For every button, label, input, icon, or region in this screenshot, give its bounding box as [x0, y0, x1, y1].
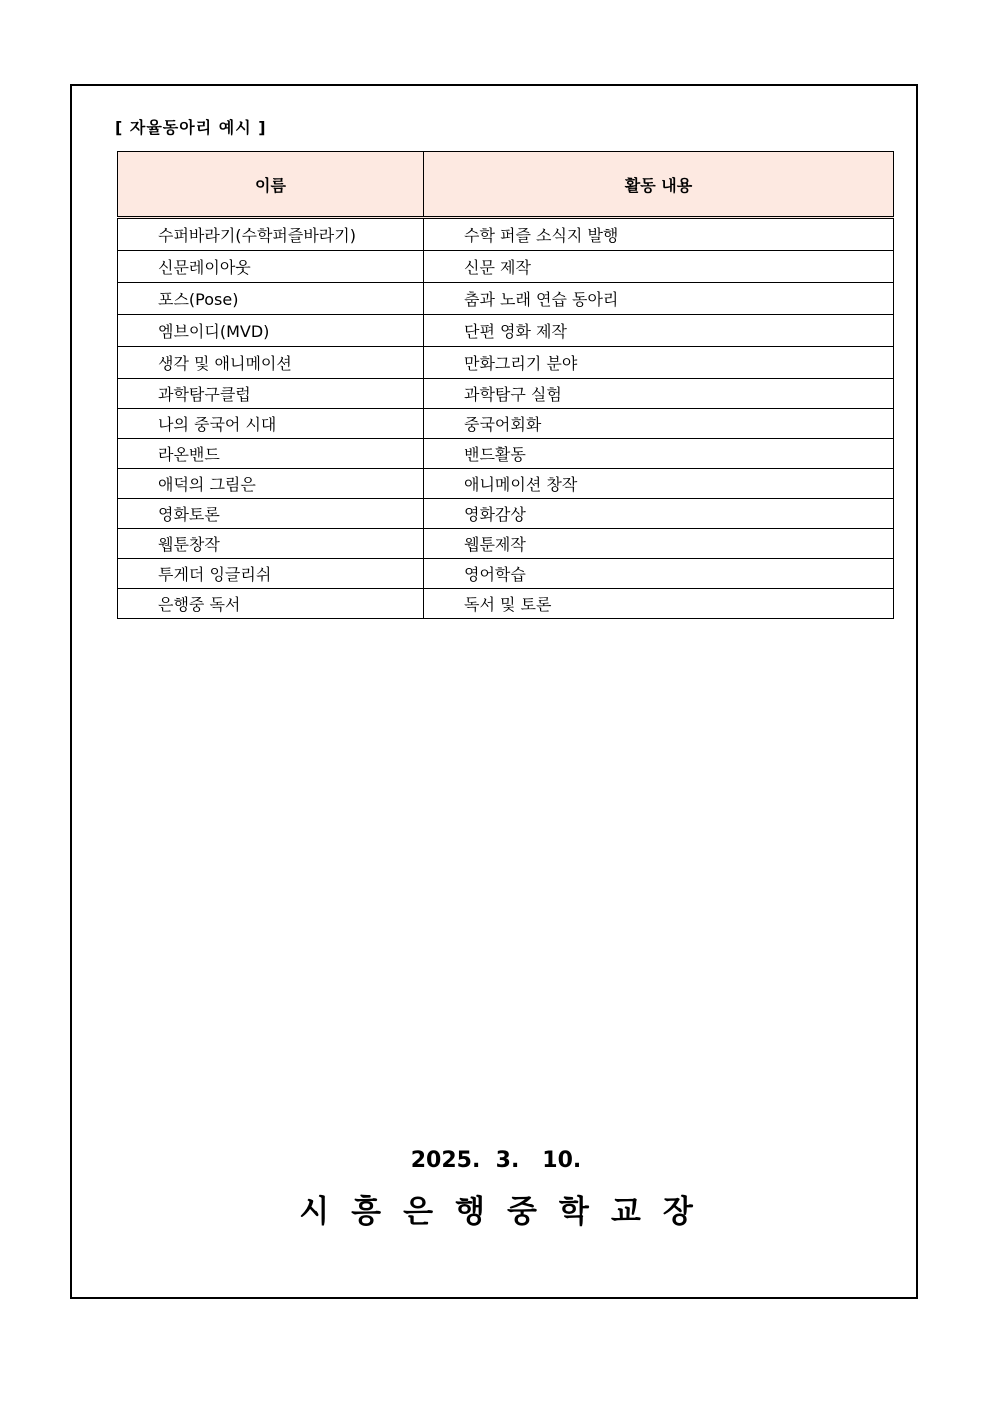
- club-name: 라온밴드: [118, 439, 424, 469]
- signer-name: 시흥은행중학교장: [299, 1194, 715, 1230]
- club-name: 생각 및 애니메이션: [118, 347, 424, 379]
- club-activity: 신문 제작: [424, 251, 894, 283]
- club-activity: 과학탐구 실험: [424, 379, 894, 409]
- club-activity: 춤과 노래 연습 동아리: [424, 283, 894, 315]
- document-date: 2025. 3. 10.: [410, 1148, 582, 1173]
- club-name: 웹툰창작: [118, 529, 424, 559]
- table-row: [118, 499, 894, 529]
- club-name: 엠브이디(MVD): [118, 315, 424, 347]
- club-name: 애덕의 그림은: [118, 469, 424, 499]
- club-activity: 만화그리기 분야: [424, 347, 894, 379]
- header-activity: 활동 내용: [424, 152, 894, 218]
- table-row: [118, 409, 894, 439]
- club-activity: 중국어회화: [424, 409, 894, 439]
- table-row: [118, 283, 894, 315]
- club-activity: 단편 영화 제작: [424, 315, 894, 347]
- header-name: 이름: [118, 152, 424, 218]
- club-activity: 웹툰제작: [424, 529, 894, 559]
- club-activity: 독서 및 토론: [424, 589, 894, 619]
- club-name: 수퍼바라기(수학퍼즐바라기): [118, 218, 424, 251]
- club-name: 투게더 잉글리쉬: [118, 559, 424, 589]
- club-activity: 수학 퍼즐 소식지 발행: [424, 218, 894, 251]
- table-row: [118, 439, 894, 469]
- club-name: 신문레이아웃: [118, 251, 424, 283]
- table-row: [118, 379, 894, 409]
- club-name: 영화토론: [118, 499, 424, 529]
- club-activity: 영화감상: [424, 499, 894, 529]
- club-name: 나의 중국어 시대: [118, 409, 424, 439]
- table-row: [118, 315, 894, 347]
- table-row: [118, 529, 894, 559]
- section-title: [ 자율동아리 예시 ]: [115, 118, 267, 137]
- table-header-row: [118, 152, 894, 218]
- club-activity: 영어학습: [424, 559, 894, 589]
- club-activity: 애니메이션 창작: [424, 469, 894, 499]
- club-name: 은행중 독서: [118, 589, 424, 619]
- club-name: 포스(Pose): [118, 283, 424, 315]
- table-row: [118, 347, 894, 379]
- table-row: [118, 589, 894, 619]
- table-row: [118, 218, 894, 251]
- table-row: [118, 469, 894, 499]
- table-row: [118, 559, 894, 589]
- club-name: 과학탐구클럽: [118, 379, 424, 409]
- table-row: [118, 251, 894, 283]
- club-activity: 밴드활동: [424, 439, 894, 469]
- club-table: [117, 151, 894, 619]
